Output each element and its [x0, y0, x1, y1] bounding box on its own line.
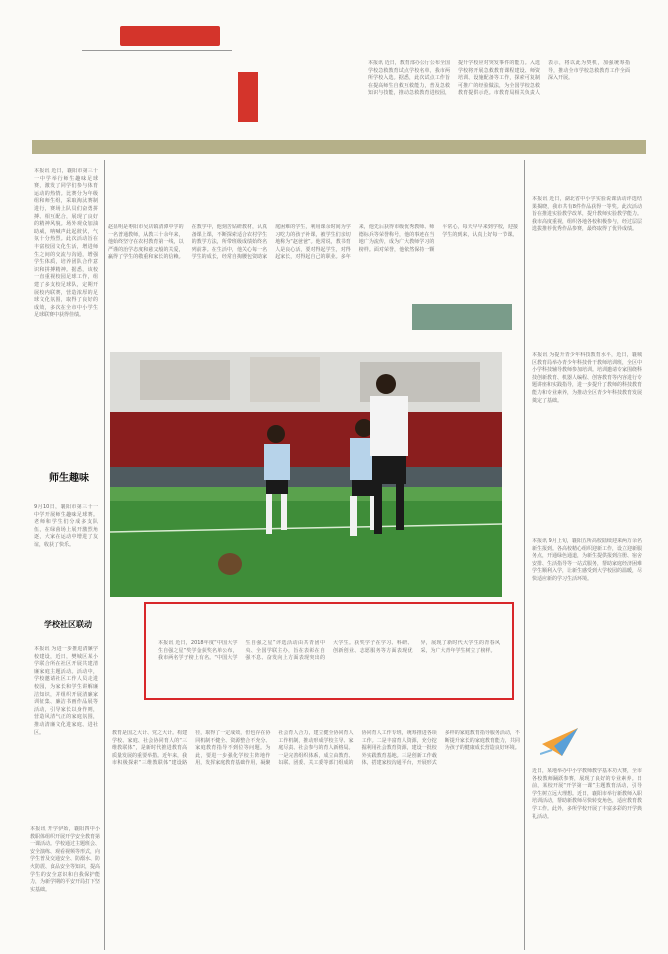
- feature-text: 教育是国之大计、党之大计。构建学校、家庭、社会协同育人的“三维教联体”，是新时代推进教育高质量发展的重要举措。近年来，我市积极探索“三维教联体”建设路径，取得了一定成效，但也存在协同机制不健全、资源整合不充分、家庭教育指导不到位等问题。为此，要进一步强化学校主阵地作用，发挥家庭教育基础作用，凝聚社会育人合力，建立健全协同育人工作机制，推动形成学校主导、家庭尽责、社会参与的育人新格局。一是完善组织体系，成立由教育、妇联、团委、关工委等部门组成的协同育人工作专班，统筹推进各项工作。二是丰富育人资源，充分挖掘利用社会教育资源，建设一批校外实践教育基地。三是创新工作载体，搭建家校沟通平台，开展形式多样的家庭教育指导服务活动，不断提升家长的家庭教育能力，共同为孩子的健康成长营造良好环境。: [112, 730, 520, 767]
- masthead-rule: [82, 50, 232, 51]
- left-story2-title-l1: 学校社区联动: [44, 619, 92, 629]
- right-story2-text: 本报讯 为提升青少年科技教育水平，近日，襄城区教育局举办青少年科技骨干教师培训班，全区中小学科技辅导教师参加培训。培训邀请专家围绕科技创新教育、机器人编程、创客教育等内容进行专题讲座和实践指导，进一步提升了教师的科技教育能力和专业素养，为推动全区青少年科技教育发展奠定了基础。: [532, 352, 642, 404]
- weekly-text: 近日，某地举办中小学教师教学基本功大赛，全市各校教师踊跃参赛，展现了良好的专业素养。日前，某校开展“开学第一课”主题教育活动，引导学生树立远大理想。近日，襄阳市举行新教师入职培训活动，帮助新教师尽快转变角色，适应教育教学工作。此外，多所学校开展了丰富多彩的开学典礼活动。: [532, 768, 642, 820]
- soccer-photo: [110, 352, 502, 597]
- info-bar: [32, 140, 646, 154]
- section-sub-badge: [238, 72, 258, 122]
- lead-article-text: 赵显明是枣阳市吴店镇清潭中学的一名普通教师，从教三十余年来，他始终坚守在农村教育第一线，以严谨的治学态度和慈父般的关爱，赢得了学生的敬重和家长的信赖。在教学中，他刻苦钻研教材，认真备课上课，不断探索适合农村学生的教学方法，所带班级成绩始终名列前茅。在生活中，他关心每一名学生的成长，经常自掏腰包资助家庭困难的学生，利用课余时间为学习吃力的孩子补课，被学生们亲切地称为“赵爸爸”。他常说，教书育人是良心活，要对得起学生，对得起家长，对得起自己的职业。多年来，他先后获得市级优秀教师、师德标兵等荣誉称号，他的事迹在当地广为流传，成为广大教师学习的榜样。面对荣誉，他依然保持一颗平常心，每天早早来到学校，迎接学生的到来，认真上好每一节课。: [108, 224, 518, 261]
- left-story2-text: 本报讯 为进一步推进清廉学校建设，近日，樊城区某小学联合所在社区开展共建清廉家庭主题活动。活动中，学校邀请社区工作人员走进校园，为家长和学生讲解廉洁知识，并组织开展清廉家训征集、廉洁书画作品展等活动，引导家长以身作则，营造风清气正的家庭氛围，推动清廉文化进家庭、进社区。: [34, 646, 98, 736]
- left-story1-text: 9月10日，襄阳市第三十一中学开展师生趣味足球赛。老师和学生们分成多支队伍，在绿茵场上展开激烈角逐，大家在运动中增进了友谊，收获了快乐。: [34, 504, 98, 548]
- left-top-text: 本报讯 近日，襄阳市第三十一中学举行师生趣味足球赛，激发了同学们参与体育运动的热情。比赛分为年级组和师生组，采取淘汰赛制进行，赛场上队员们奋勇拼搏、相互配合，展现了良好的精神风貌。场外观众加油助威，呐喊声此起彼伏，气氛十分热烈。此次活动旨在丰富校园文化生活，增进师生之间的交流与沟通，增强学生体质，培养团队合作意识和拼搏精神。据悉，该校一直重视校园足球工作，组建了多支校足球队，定期开展校内联赛，营造浓厚的足球文化氛围，取得了良好的成效，多次在全市中小学生足球联赛中获得佳绩。: [34, 168, 98, 319]
- right-divider: [524, 160, 525, 950]
- right-story3-text: 本报讯 9月上旬，襄阳五所高校陆续迎来两万余名新生报到。各高校精心组织迎新工作，设立迎新服务点，开通绿色通道，为新生提供报到注册、宿舍安排、生活指导等一站式服务，帮助家庭经济困难学生顺利入学，让新生感受到大学校园的温暖，尽快适应新的学习生活环境。: [532, 538, 642, 582]
- highlight-box: [144, 602, 514, 700]
- left-story3-text: 本报讯 开学伊始，襄阳四中小教职体组织开展开学安全教育第一课活动。学校通过主题班会、安全演练、观看视频等形式，向学生普及交通安全、防溺水、防火防震、食品安全等知识，提高学生的安全意识和自我保护能力，为新学期的平安开局打下坚实基础。: [30, 826, 100, 893]
- left-story1-title: [36, 472, 102, 486]
- left-divider: [104, 160, 105, 950]
- right-story1-text: 本报讯 近日，湖北省中小学实验说课活动评选结果揭晓，我市共有8件作品获得一等奖。此次活动旨在推进实验教学改革，提升教师实验教学能力。我市高度重视，组织各地各校积极参与，经过层层选拔推荐优秀作品参赛，最终取得了优异成绩。: [532, 196, 642, 233]
- highlight-text: 本报讯 近日，2018年度“中国大学生自强之星”奖学金获奖名单公布，我市两名学子榜上有名。“中国大学生自强之星”评选活动由共青团中央、全国学联主办，旨在表彰在自强不息、奋发向上方面表现突出的大学生。获奖学子在学习、科研、创新创业、志愿服务等方面表现优异，展现了新时代大学生的青春风采，为广大青年学生树立了榜样。: [158, 640, 500, 662]
- paper-logo: [120, 26, 220, 46]
- soccer-photo-image: [110, 352, 502, 597]
- left-story1-title-l1: 师生趣味: [49, 473, 89, 484]
- left-story2-title: [34, 618, 102, 630]
- weekly-icon: [540, 724, 580, 758]
- left-story3-title: [30, 797, 104, 808]
- lead-pull-quote: [412, 304, 512, 330]
- paper-plane-icon: [540, 724, 580, 758]
- top-article-text: 本报讯 近日，教育部办公厅公布全国学校急救教育试点学校名单，我市两所学校入选。据悉，此次试点工作旨在提高师生自救互救能力，普及急救知识与技能，推动急救教育进校园，提升学校应对突发事件的能力。入选学校将开展急救教育课程建设、师资培训、设施配备等工作，探索可复制可推广的经验做法，为全国学校急救教育提供示范。市教育局相关负责人表示，将以此为契机，加强统筹指导，推动全市学校急救教育工作全面深入开展。: [368, 60, 630, 97]
